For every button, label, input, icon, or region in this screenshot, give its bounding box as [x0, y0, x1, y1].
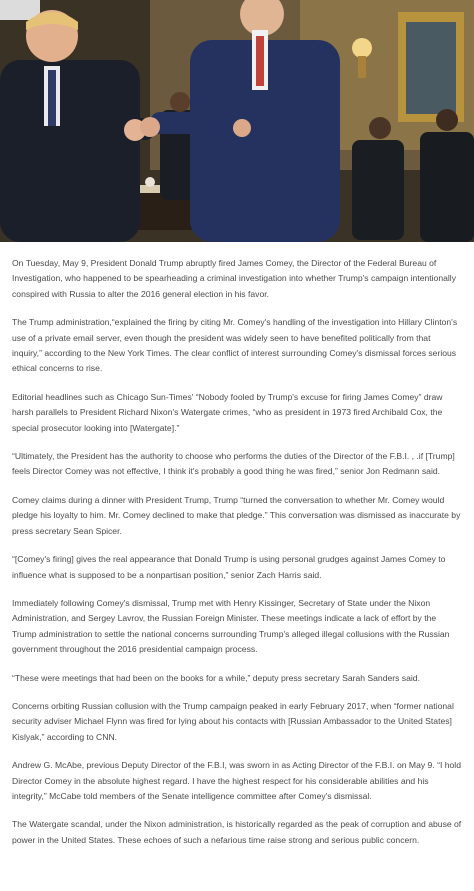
article-paragraph: Immediately following Comey's dismissal, Trump met with Henry Kissinger, Secretary of State under the Nixon Administration, and Sergey Lavrov, the Russian Foreign Minister. These meetings indicate a lack of effort by the Trump administration to settle the national concerns surrounding Trump's alleged illegal collusions with the Russian government throughout the 2016 presidential campaign process.	[12, 597, 450, 655]
article-paragraph: “These were meetings that had been on the books for a while,” deputy press secretary Sarah Sanders said.	[12, 672, 420, 683]
article-paragraph: Editorial headlines such as Chicago Sun-Times' “Nobody fooled by Trump's excuse for firing James Comey” draw harsh parallels to President Richard Nixon's Watergate crimes, “who as president in 1973 fired Archibald Cox, the special prosecutor looking into [Watergate].”	[12, 391, 443, 433]
article-paragraph: On Tuesday, May 9, President Donald Trump abruptly fired James Comey, the Director of the Federal Bureau of Investigation, who happened to be spearheading a criminal investigation into whether Trump's campaign intentionally conspired with Russia to alter the 2016 general election in his favor.	[12, 258, 457, 299]
photo-handshake-image	[0, 0, 474, 242]
article-paragraph: Andrew G. McAbe, previous Deputy Director of the F.B.I, was sworn in as Acting Director of the F.B.I. on May 9. “I hold Director Comey in the absolute highest regard. I have the highest respect for his considerable abilities and his integrity,” McCabe told members of the Senate intelligence committee after Comey's dismissal.	[12, 760, 461, 801]
article-paragraph: “[Comey's firing] gives the real appearance that Donald Trump is using personal grudges against James Comey to influence what is supposed to be a nonpartisan position,” senior Zach Harris said.	[12, 554, 446, 580]
article-paragraph: The Trump administration,“explained the firing by citing Mr. Comey's handling of the investigation into Hillary Clinton's use of a private email server, even though the president was widely seen to have benefited politically from that inquiry,” according to the New York Times. The clear conflict of interest surrounding Comey's dismissal forces serious ethical concerns to rise.	[12, 317, 458, 374]
article-paragraph: Comey claims during a dinner with President Trump, Trump “turned the conversation to whether Mr. Comey would pledge his loyalty to him. Mr. Comey declined to make that pledge.” This conversation was dismissed as inaccurate by press secretary Sean Spicer.	[12, 494, 461, 536]
article-paragraph: The Watergate scandal, under the Nixon administration, is historically regarded as the peak of corruption and abuse of power in the United States. These echoes of such a nefarious time raise strong and serious public concern.	[12, 819, 462, 845]
article-paragraph: Concerns orbiting Russian collusion with the Trump campaign peaked in early February 2017, when “former national security adviser Michael Flynn was fired for lying about his contacts with [Russian Ambassador to the United States] Kislyak,” according to CNN.	[12, 700, 454, 742]
article-body	[0, 242, 474, 848]
article-photo	[0, 0, 474, 242]
article-paragraph: “Ultimately, the President has the authority to choose who performs the duties of the Director of the F.B.I. , .if [Trump] feels Director Comey was not effective, I think it's probably a good thing he was fired,” senior Jon Redmann said.	[12, 451, 455, 477]
